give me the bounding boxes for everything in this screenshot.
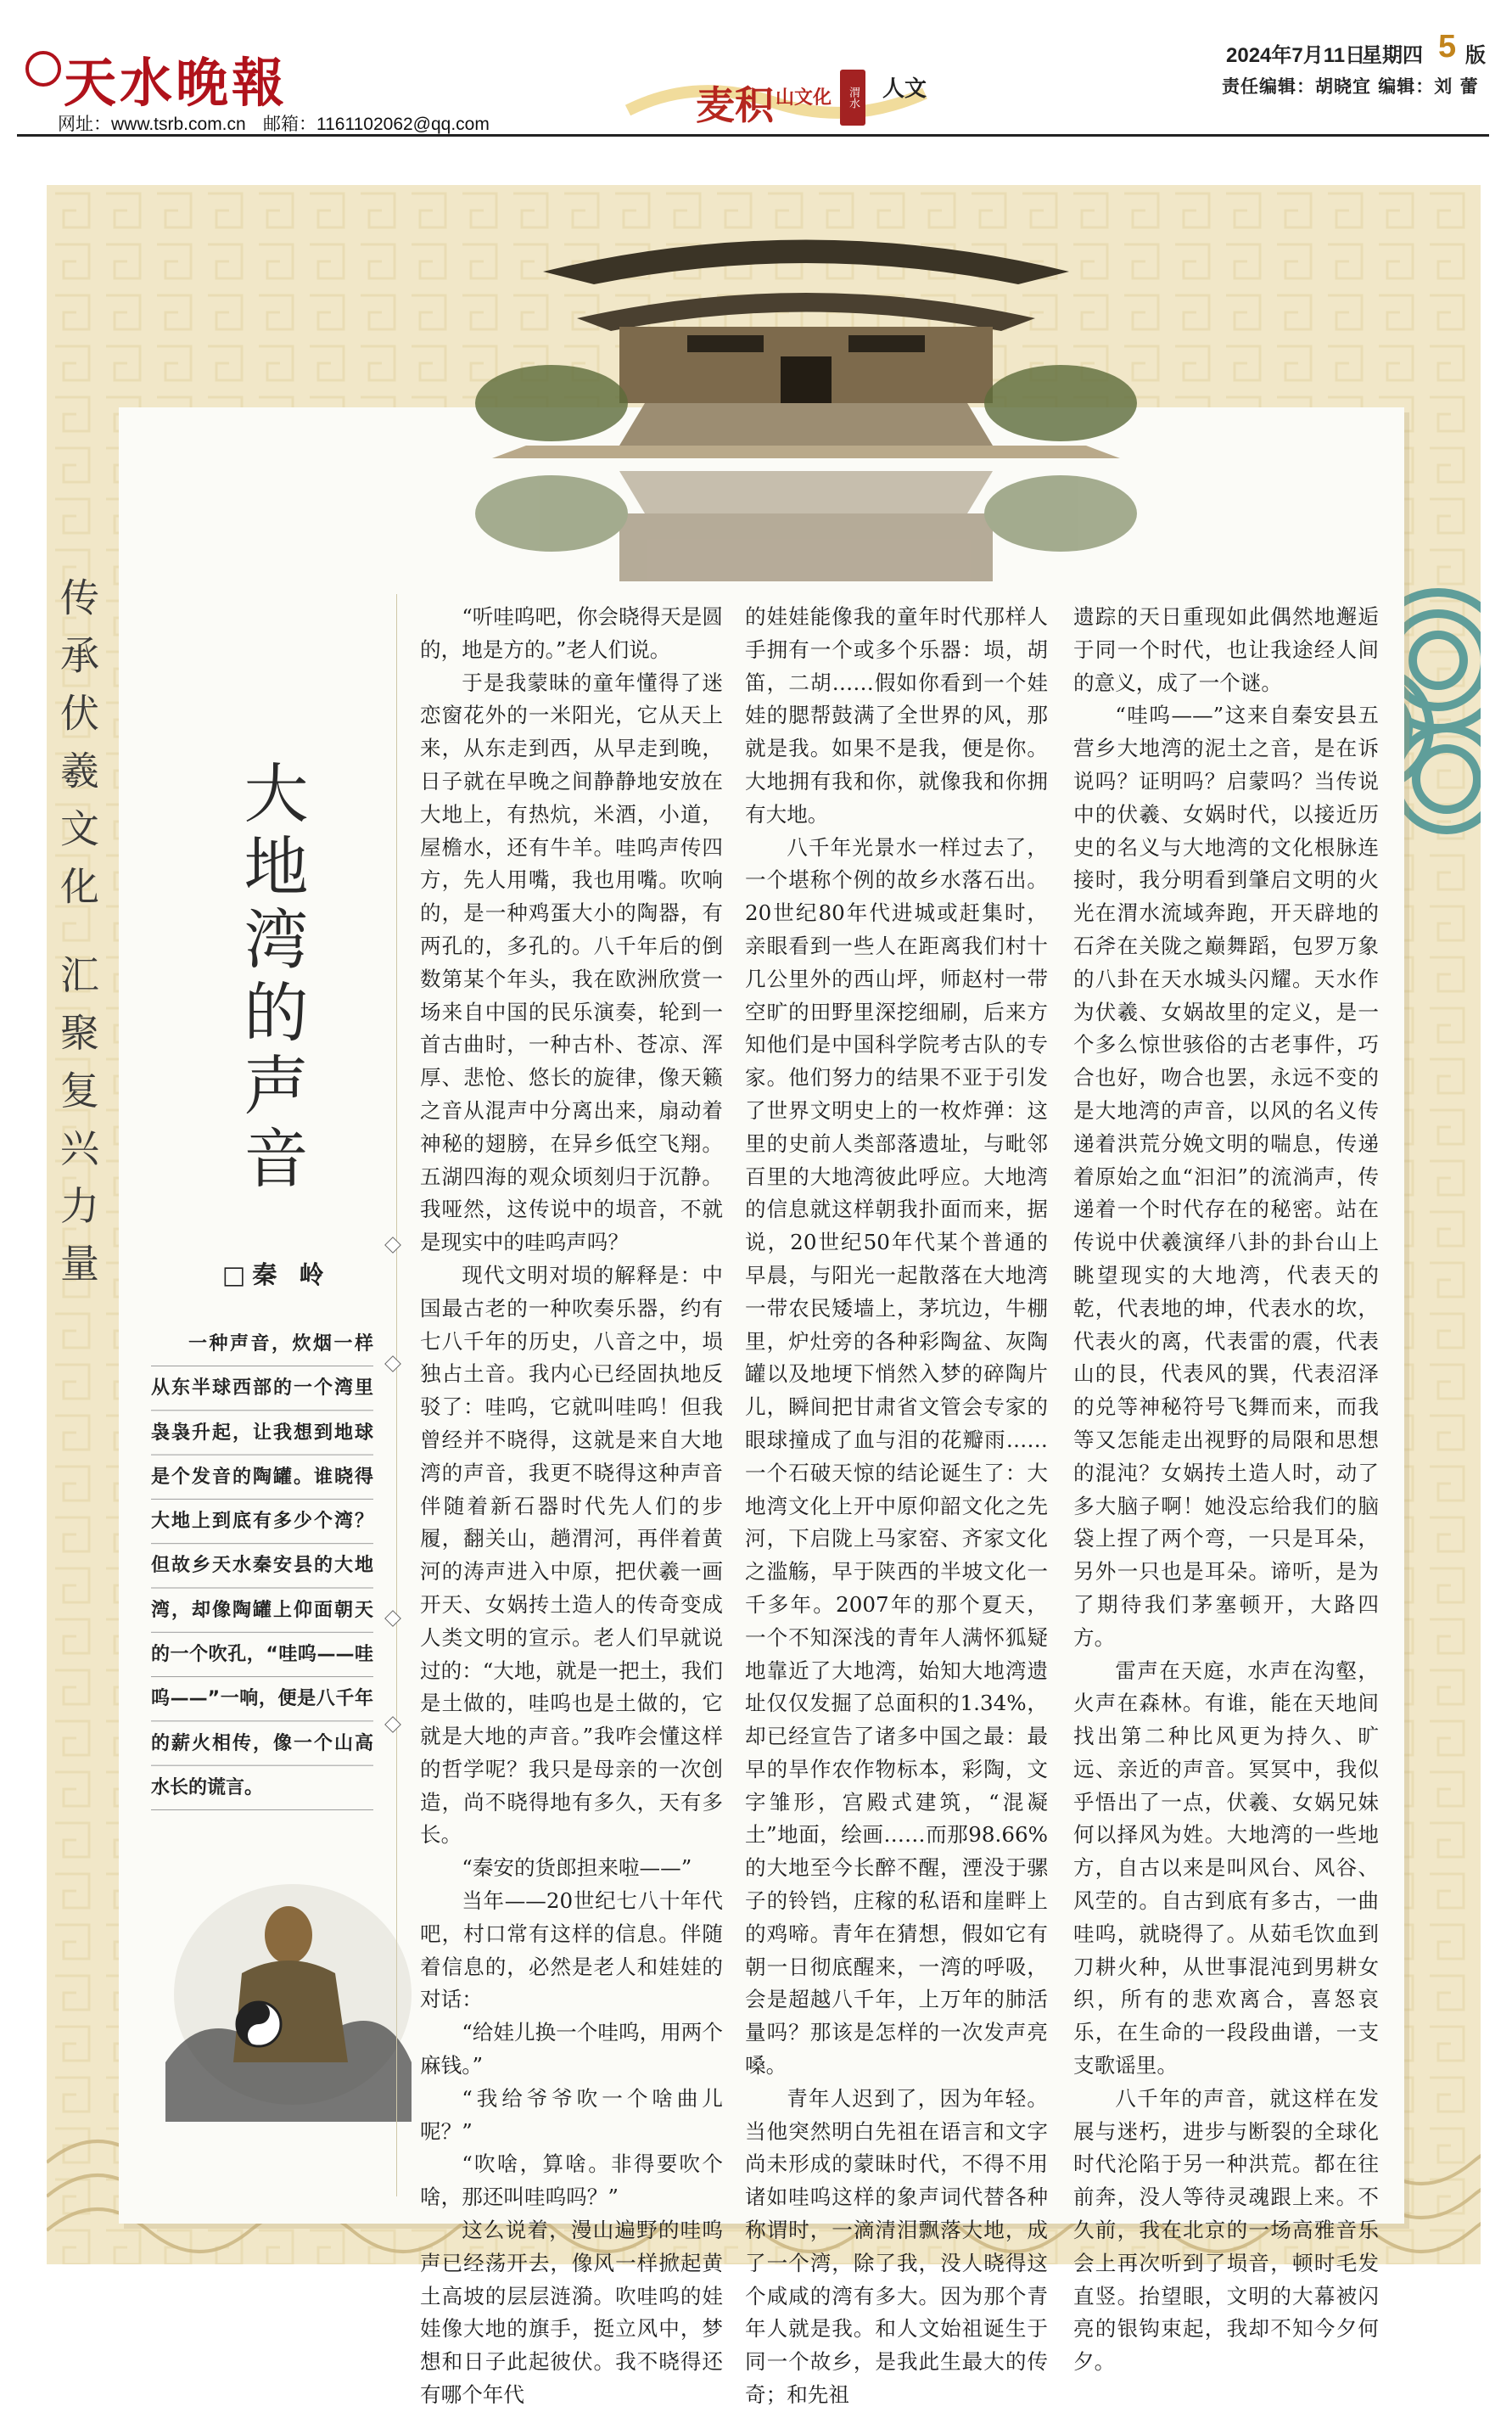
article-column-1 xyxy=(420,601,723,2412)
section-name: 麦积 xyxy=(696,82,774,128)
intro-text: 一种声音，炊烟一样从东半球西部的一个湾里袅袅升起，让我想到地球是个发音的陶罐。谁晓得大地上到底有多少个湾？但故乡天水秦安县的大地湾，却像陶罐上仰面朝天的一个吹孔，“哇呜——哇呜——”一响，便是八千年的薪火相传，像一个山高水长的谎言。 xyxy=(151,1333,373,1798)
email-text: 邮箱：1161102062@qq.com xyxy=(263,115,490,134)
article-paragraph: 现代文明对埙的解释是：中国最古老的一种吹奏乐器，约有七八千年的历史，八音之中，埙独占土音。我内心已经固执地反驳了：哇呜，它就叫哇呜！但我曾经并不晓得，这就是来自大地湾的声音，我更不晓得这种声音伴随着新石器时代先人们的步履，翻关山，趟渭河，再伴着黄河的涛声进入中原，把伏羲一画开天、女娲抟土造人的传奇变成人类文明的宣示。老人们早就说过的：“大地，就是一把土，我们是土做的，哇呜也是土做的，它就是大地的声音。”我咋会懂这样的哲学呢？我只是母亲的一次创造，尚不晓得地有多久，天有多长。 xyxy=(420,1262,723,1848)
issue-weekday: 星期四 xyxy=(1362,44,1423,67)
section-tag: 人文 xyxy=(882,76,927,102)
masthead-emblem-icon xyxy=(25,51,61,87)
page-number: 5 xyxy=(1438,29,1457,65)
article-paragraph: “听哇呜吧，你会晓得天是圆的，地是方的。”老人们说。 xyxy=(420,604,723,662)
article-author: □秦 岭 xyxy=(222,1260,331,1289)
article-paragraph: 雷声在天庭，水声在沟壑，火声在森林。有谁，能在天地间找出第二种比风更为持久、旷远、亲近的声音。冥冥中，我似乎悟出了一点，伏羲、女娲兄妹何以择风为姓。大地湾的一些地方，自古以来是叫风台、风谷、风茔的。自古到底有多古，一曲哇呜，就晓得了。从茹毛饮血到刀耕火种，从世事混沌到男耕女织，所有的悲欢离合，喜怒哀乐，在生命的一段段曲谱，一支支歌谣里。 xyxy=(1073,1658,1379,2078)
article-paragraph: 当年——20世纪七八十年代吧，村口常有这样的信息。伴随着信息的，必然是老人和娃娃的对话： xyxy=(420,1888,723,2012)
article-column-2 xyxy=(745,601,1048,2412)
article-paragraph: “哇呜——”这来自秦安县五营乡大地湾的泥土之音，是在诉说吗？证明吗？启蒙吗？当传说中的伏羲、女娲时代，以接近历史的名义与大地湾的文化根脉连接时，我分明看到肇启文明的火光在渭水流域奔跑，开天辟地的石斧在关陇之巅舞蹈，包罗万象的八卦在天水城头闪耀。天水作为伏羲、女娲故里的定义，是一个多么惊世骇俗的古老事件，巧合也好，吻合也罢，永远不变的是大地湾的声音，以风的名义传递着洪荒分娩文明的喘息，传递着原始之血“汩汩”的流淌声，传递着一个时代存在的秘密。站在传说中伏羲演绎八卦的卦台山上眺望现实的大地湾，代表天的乾，代表地的坤，代表水的坎，代表火的离，代表雷的震，代表山的艮，代表风的巽，代表沼泽的兑等神秘符号飞舞而来，而我等又怎能走出视野的局限和思想的混沌？女娲抟土造人时，动了多大脑子啊！她没忘给我们的脑袋上捏了两个弯，一只是耳朵，另外一只也是耳朵。谛听，是为了期待我们茅塞顿开，大路四方。 xyxy=(1073,703,1379,1650)
article-title: 大地湾的声音 xyxy=(233,760,309,1198)
article-intro xyxy=(151,1322,373,1810)
header-divider xyxy=(17,134,1489,137)
website-text: 网址：www.tsrb.com.cn xyxy=(58,115,246,134)
article-paragraph: “秦安的货郎担来啦——” xyxy=(462,1855,692,1881)
slogan-vertical: 传承伏羲文化 汇聚复兴力量 xyxy=(54,577,100,1301)
fuxi-figure-image xyxy=(148,1867,420,2122)
article-paragraph: 八千年光景水一样过去了，一个堪称个例的故乡水落石出。20世纪80年代进城或赶集时，亲眼看到一些人在距离我们村十几公里外的西山坪，师赵村一带空旷的田野里深挖细刷，后来方知他们是中国科学院考古队的专家。他们努力的结果不亚于引发了世界文明史上的一枚炸弹：这里的史前人类部落遗址，与毗邻百里的大地湾彼此呼应。大地湾的信息就这样朝我扑面而来，据说，20世纪50年代某个普通的早晨，与阳光一起散落在大地湾一带农民矮墙上，茅坑边，牛棚里，炉灶旁的各种彩陶盆、灰陶罐以及地埂下悄然入梦的碎陶片儿，瞬间把甘肃省文管会专家的眼球撞成了血与泪的花瓣雨……一个石破天惊的结论诞生了：大地湾文化上开中原仰韶文化之先河，下启陇上马家窑、齐家文化之滥觞，早于陕西的半坡文化一千多年。2007年的那个夏天，一个不知深浅的青年人满怀狐疑地靠近了大地湾，始知大地湾遗址仅仅发掘了总面积的1.34%，却已经宣告了诸多中国之最：最早的旱作农作物标本，彩陶，文字雏形，宫殿式建筑，“混凝土”地面，绘画……而那98.66%的大地至今长醉不醒，湮没于骡子的铃铛，庄稼的私语和崖畔上的鸡啼。青年在猜想，假如它有朝一日彻底醒来，一湾的呼吸，会是超越八千年，上万年的肺活量吗？那该是怎样的一次发声亮嗓。 xyxy=(745,834,1048,2078)
page-unit: 版 xyxy=(1465,42,1486,67)
column-divider xyxy=(396,594,397,2196)
article-paragraph: 八千年的声音，就这样在发展与迷朽，进步与断裂的全球化时代沦陷于另一种洪荒。都在往前奔，没人等待灵魂跟上来。不久前，我在北京的一场高雅音乐会上再次听到了埙音，顿时毛发直竖。抬望眼，文明的大幕被闪亮的银钩束起，我却不知今夕何夕。 xyxy=(1073,2085,1379,2375)
issue-date: 2024年7月11日 xyxy=(1226,44,1366,67)
article-paragraph: 于是我蒙昧的童年懂得了迷恋窗花外的一米阳光，它从天上来，从东走到西，从早走到晚，日子就在早晚之间静静地安放在大地上，有热炕，米酒，小道，屋檐水，还有牛羊。哇呜声传四方，先人用嘴，我也用嘴。吹响的，是一种鸡蛋大小的陶器，有两孔的，多孔的。八千年后的倒数第某个年头，我在欧洲欣赏一场来自中国的民乐演奏，轮到一首古曲时，一种古朴、苍凉、浑厚、悲怆、悠长的旋律，像天籁之音从混声中分离出来，扇动着神秘的翅膀，在异乡低空飞翔。五湖四海的观众顷刻归于沉静。我哑然，这传说中的埙音，不就是现实中的哇呜声吗？ xyxy=(420,670,723,1255)
editor-credits: 责任编辑：胡晓宜 编辑：刘 蕾 xyxy=(1222,76,1479,97)
page-header xyxy=(0,0,1512,136)
article-column-3 xyxy=(1073,601,1379,2379)
article-paragraph: “我给爷爷吹一个啥曲儿呢？” xyxy=(420,2085,723,2144)
masthead-logo: 天水晚報 xyxy=(64,52,288,114)
article-paragraph: 遗踪的天日重现如此偶然地邂逅于同一个时代，也让我途经人间的意义，成了一个谜。 xyxy=(1073,604,1379,695)
article-paragraph: “给娃儿换一个哇呜，用两个麻钱。” xyxy=(420,2020,723,2078)
section-subname: 山文化 xyxy=(776,87,832,109)
article-paragraph: 这么说着，漫山遍野的哇呜声已经荡开去，像风一样掀起黄土高坡的层层涟漪。吹哇呜的娃娃像大地的旗手，挺立风中，梦想和日子此起彼伏。我不晓得还有哪个年代 xyxy=(420,2218,723,2408)
article-paragraph: “吹啥，算啥。非得要吹个啥，那还叫哇呜吗？” xyxy=(420,2151,723,2210)
temple-image xyxy=(475,191,1137,581)
article-paragraph: 青年人迟到了，因为年轻。当他突然明白先祖在语言和文字尚未形成的蒙昧时代，不得不用诸如哇呜这样的象声词代替各种称谓时，一滴清泪飘落大地，成了一个湾，除了我，没人晓得这个咸咸的湾有多大。因为那个青年人就是我。和人文始祖诞生于同一个故乡，是我此生最大的传奇；和先祖 xyxy=(745,2085,1048,2408)
seal-stamp-icon: 渭水 xyxy=(840,70,865,126)
article-paragraph: 的娃娃能像我的童年时代那样人手拥有一个或多个乐器：埙，胡笛，二胡……假如你看到一个娃娃的腮帮鼓满了全世界的风，那就是我。如果不是我，便是你。大地拥有我和你，就像我和你拥有大地。 xyxy=(745,604,1048,827)
